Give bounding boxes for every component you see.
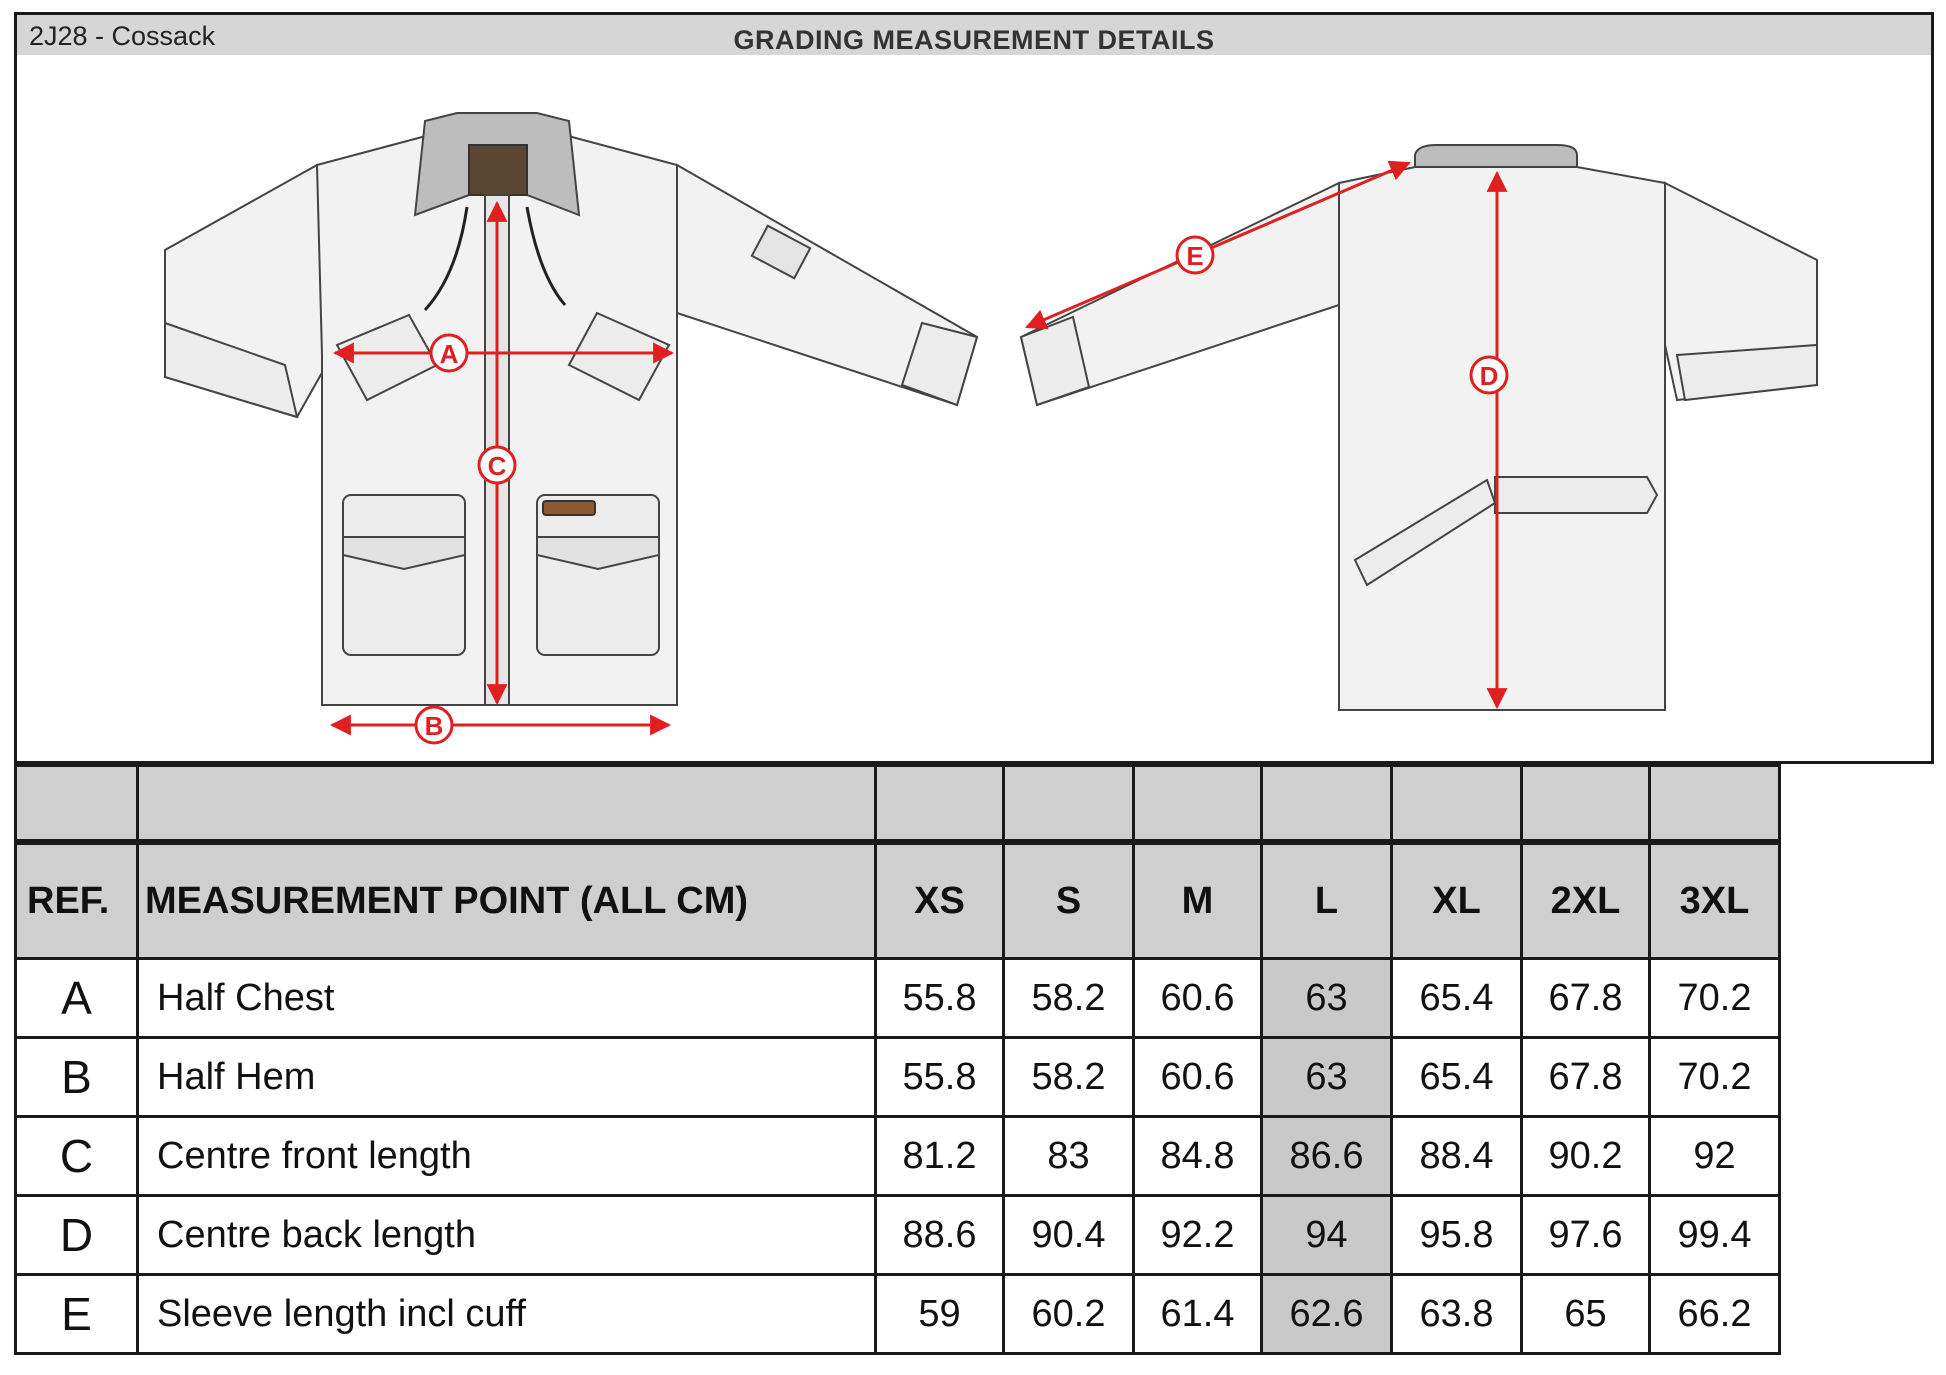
grading-table-wrap: [14, 764, 1781, 1355]
back-body: [1339, 167, 1665, 710]
row-point: Centre front length: [138, 1117, 876, 1196]
row-value: 55.8: [876, 959, 1004, 1038]
row-value: 97.6: [1522, 1196, 1650, 1275]
row-value: 83: [1004, 1117, 1134, 1196]
front-right-pocket: [537, 495, 659, 655]
row-point: Centre back length: [138, 1196, 876, 1275]
row-value: 70.2: [1650, 959, 1780, 1038]
row-ref: E: [16, 1275, 138, 1354]
table-row: [16, 1275, 1780, 1354]
measurement-sheet: [12, 12, 1934, 1365]
row-value: 58.2: [1004, 1038, 1134, 1117]
size-header-2xl: 2XL: [1522, 842, 1650, 959]
row-value: 60.6: [1134, 1038, 1262, 1117]
size-header-l: L: [1262, 842, 1392, 959]
front-left-pocket: [343, 495, 465, 655]
row-value: 90.2: [1522, 1117, 1650, 1196]
row-value: 81.2: [876, 1117, 1004, 1196]
size-header-xs: XS: [876, 842, 1004, 959]
row-value-highlighted: 63: [1262, 1038, 1392, 1117]
sheet-title: GRADING MEASUREMENT DETAILS: [733, 25, 1215, 55]
row-value: 65.4: [1392, 959, 1522, 1038]
collar-lining: [469, 145, 527, 195]
row-point: Half Chest: [138, 959, 876, 1038]
row-value: 60.2: [1004, 1275, 1134, 1354]
point-column-header: MEASUREMENT POINT (ALL CM): [138, 842, 876, 959]
row-value: 55.8: [876, 1038, 1004, 1117]
table-row: [16, 1196, 1780, 1275]
size-header-s: S: [1004, 842, 1134, 959]
row-point: Sleeve length incl cuff: [138, 1275, 876, 1354]
header-bar: [14, 12, 1934, 58]
row-value: 61.4: [1134, 1275, 1262, 1354]
row-ref: B: [16, 1038, 138, 1117]
front-pocket-badge: [543, 501, 595, 515]
row-value: 67.8: [1522, 1038, 1650, 1117]
row-ref: C: [16, 1117, 138, 1196]
row-value: 59: [876, 1275, 1004, 1354]
row-value: 70.2: [1650, 1038, 1780, 1117]
row-value: 63.8: [1392, 1275, 1522, 1354]
row-point: Half Hem: [138, 1038, 876, 1117]
size-header-xl: XL: [1392, 842, 1522, 959]
row-value-highlighted: 94: [1262, 1196, 1392, 1275]
front-jacket-drawing: [165, 113, 977, 705]
style-code: 2J28 - Cossack: [29, 21, 216, 51]
marker-d-label: D: [1479, 361, 1499, 391]
row-value: 65.4: [1392, 1038, 1522, 1117]
back-jacket-drawing: [1021, 145, 1817, 710]
table-row: [16, 959, 1780, 1038]
marker-b-label: B: [424, 711, 444, 741]
ref-column-header: REF.: [16, 842, 138, 959]
marker-c-label: C: [487, 451, 507, 481]
row-value-highlighted: 62.6: [1262, 1275, 1392, 1354]
garment-drawings: [17, 55, 1931, 761]
row-value: 65: [1522, 1275, 1650, 1354]
row-value: 88.6: [876, 1196, 1004, 1275]
row-value: 92.2: [1134, 1196, 1262, 1275]
back-belt: [1495, 477, 1657, 513]
row-value: 95.8: [1392, 1196, 1522, 1275]
row-value: 58.2: [1004, 959, 1134, 1038]
marker-a-label: A: [439, 339, 459, 369]
size-header-3xl: 3XL: [1650, 842, 1780, 959]
row-value-highlighted: 86.6: [1262, 1117, 1392, 1196]
row-value: 67.8: [1522, 959, 1650, 1038]
row-value: 88.4: [1392, 1117, 1522, 1196]
table-header-row: [16, 842, 1780, 959]
marker-e-label: E: [1186, 241, 1204, 271]
row-value: 99.4: [1650, 1196, 1780, 1275]
table-row: [16, 1038, 1780, 1117]
row-value: 84.8: [1134, 1117, 1262, 1196]
row-value: 66.2: [1650, 1275, 1780, 1354]
row-ref: A: [16, 959, 138, 1038]
row-value-highlighted: 63: [1262, 959, 1392, 1038]
row-ref: D: [16, 1196, 138, 1275]
back-right-cuff: [1677, 345, 1817, 400]
table-row: [16, 1117, 1780, 1196]
table-blank-header-row: [16, 766, 1780, 843]
grading-table: [14, 764, 1781, 1355]
technical-drawing-panel: [14, 55, 1934, 764]
row-value: 90.4: [1004, 1196, 1134, 1275]
size-header-m: M: [1134, 842, 1262, 959]
row-value: 92: [1650, 1117, 1780, 1196]
row-value: 60.6: [1134, 959, 1262, 1038]
